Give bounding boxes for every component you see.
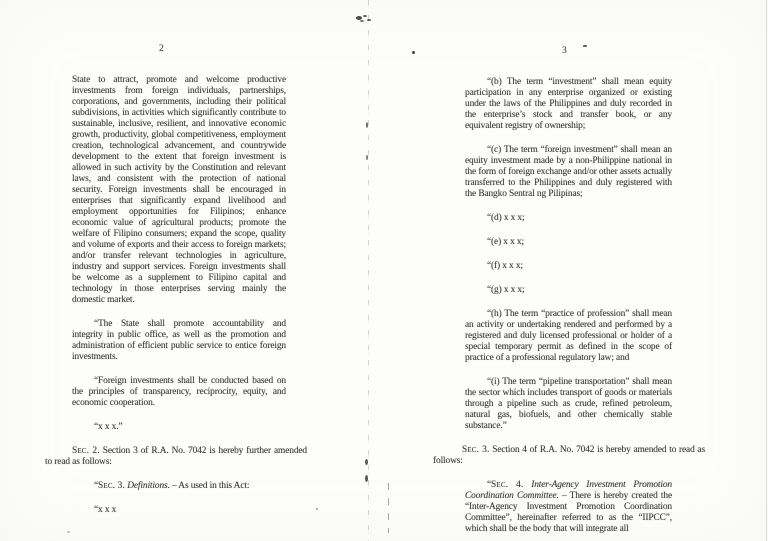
text-segment: Inter-Agency Investment Promotion Coordination Committee. <box>465 480 672 501</box>
text-segment: – As used in this Act: <box>169 481 250 491</box>
scan-speck <box>366 122 368 128</box>
text-segment: “(i) The term “pipeline transportation” shall mean the sector which includes transport of goods or materials through a pipeline such as crude, refined petroleum, natural gas, biofuels, and other chemically stable substance.” <box>465 377 672 431</box>
text-segment: “x x x.” <box>94 422 123 432</box>
text-segment: “(d) x x x; <box>487 213 525 223</box>
scan-speck <box>366 155 368 160</box>
text-segment: “x x x <box>94 505 117 515</box>
text-segment: – There is hereby created the “Inter-Agency Investment Promotion Coordination Committee”, hereinafter referred to as the “IIPCC”, which shall be the body that will integrate all <box>465 491 672 534</box>
paragraph <box>465 213 672 224</box>
page-number-left: 2 <box>159 44 164 54</box>
paragraph <box>465 77 672 132</box>
page-fold-line <box>368 0 369 541</box>
paragraph <box>72 481 286 492</box>
text-segment: Sec. 4. <box>491 480 524 490</box>
text-segment: “(f) x x x; <box>487 261 523 271</box>
scan-speck <box>316 508 318 510</box>
text-segment: Section 3 of R.A. No. 7042 is hereby further amended to read as follows: <box>45 446 307 467</box>
text-segment: “Foreign investments shall be conducted based on the principles of transparency, reciprocity, equity, and economic cooperation. <box>72 376 286 408</box>
paragraph <box>465 285 672 296</box>
paragraph <box>465 237 672 248</box>
text-segment: “(h) The term “practice of profession” shall mean an activity or undertaking rendered and performed by a registered and duly licensed professional or holder of a special temporary permit as defined in the scope of practice of a professional regulatory law; and <box>465 309 672 363</box>
text-segment: Section 4 of R.A. No. 7042 is hereby amended to read as follows: <box>433 445 705 466</box>
text-segment: “(e) x x x; <box>487 237 524 247</box>
scan-fold-dash-mark <box>388 483 389 533</box>
scan-speck <box>365 475 368 482</box>
text-segment: Definitions. <box>127 481 170 491</box>
paragraph <box>45 446 307 468</box>
text-segment: “(c) The term “foreign investment” shall mean an equity investment made by a non-Philippine national in the form of foreign exchange and/or other assets actually transferred to the Philippines and duly registered with the Bangko Sentral ng Pilipinas; <box>465 145 672 199</box>
scan-speck <box>365 459 368 465</box>
text-segment: “(g) x x x; <box>487 285 525 295</box>
paragraph <box>72 376 286 409</box>
text-segment: “ <box>487 480 492 490</box>
paragraph <box>465 261 672 272</box>
text-segment: Sec. 3. <box>98 481 125 491</box>
paragraph <box>72 319 286 363</box>
text-segment: State to attract, promote and welcome productive investments from foreign individuals, partnerships, corporations, and governments, including their political subdivisions, in activities which significantly contribute to sustainable, inclusive, resilient, and innovative economic growth, productivity, global competitiveness, employment creation, technological advancement, and countrywide development to the extent that foreign investment is allowed in such activity by the Constitution and relevant laws, and consistent with the protection of national security. Foreign investments shall be encouraged in enterprises that significantly expand livelihood and employment opportunities for Filipinos; enhance economic value of agricultural products; promote the welfare of Filipino consumers; expand the scope, quality and volume of exports and their access to foreign markets; and/or transfer relevant technologies in agriculture, industry and support services. Foreign investments shall be welcome as a supplement to Filipino capital and technology in those enterprises serving mainly the domestic market. <box>72 75 286 305</box>
page-3-text-column <box>433 77 705 541</box>
scan-smudge <box>356 16 362 20</box>
paragraph <box>72 75 286 306</box>
page-2-text-column <box>45 75 307 529</box>
text-segment: Sec. 2. <box>72 446 100 456</box>
text-segment: “(b) The term “investment” shall mean equity participation in any enterprise organized or existing under the laws of the Philippines and duly recorded in the enterprise’s stock and transfer book, or any equivalent registry of ownership; <box>465 77 672 131</box>
text-segment: Sec. 3. <box>462 445 490 455</box>
paragraph <box>72 505 286 516</box>
text-segment: “ <box>94 481 99 491</box>
paragraph <box>465 480 672 535</box>
paragraph <box>433 445 705 467</box>
text-segment: “The State shall promote accountability and integrity in public office, as well as the promotion and administration of efficient public service to entice foreign investments. <box>72 319 286 362</box>
paragraph <box>72 422 286 433</box>
paragraph <box>465 309 672 364</box>
paragraph <box>465 145 672 200</box>
scan-edge-line <box>766 0 767 541</box>
scan-speck <box>583 45 587 47</box>
scan-speck <box>412 51 415 54</box>
page-number-right: 3 <box>562 46 567 56</box>
scan-speck <box>67 531 70 533</box>
paragraph <box>465 377 672 432</box>
